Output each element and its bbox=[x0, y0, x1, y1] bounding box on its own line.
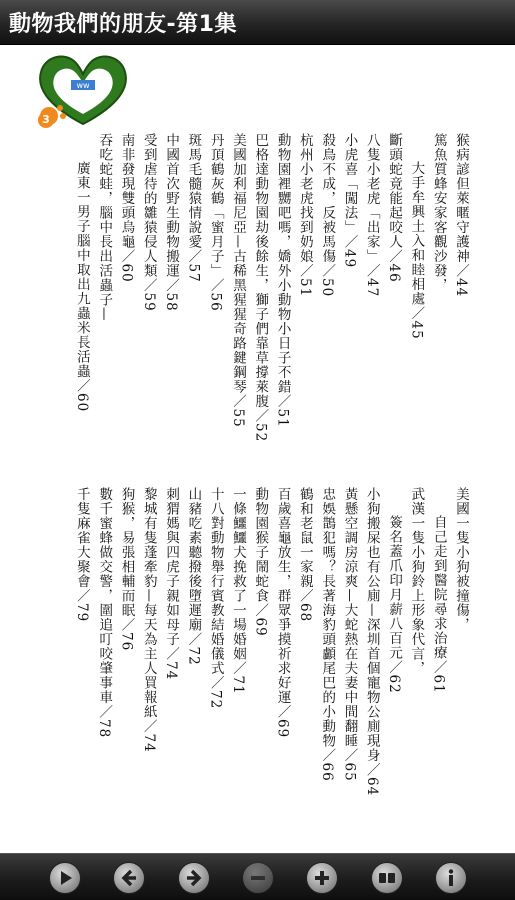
toc-entry: 自己走到醫院尋求治療／61 bbox=[430, 515, 447, 694]
page-mode-icon bbox=[372, 863, 402, 893]
toc-entry: 斑馬毛髓猿情說愛／57 bbox=[185, 133, 202, 283]
zoom-out-button[interactable] bbox=[242, 862, 274, 894]
toc-entry: 丹頂鶴灰鶴「蜜月子」／56 bbox=[207, 133, 224, 312]
toc-entry: 中國首次野生動物搬運／58 bbox=[163, 133, 180, 312]
toc-entry: 鶴和老鼠一家親／68 bbox=[296, 487, 313, 623]
toc-entry: 動物園裡嬲吧嗎，嬌外小動物小日子不錯／51 bbox=[274, 133, 291, 428]
toc-entry: 狗猴，易張相輔而眠／76 bbox=[118, 487, 135, 652]
zoom-in-icon bbox=[307, 863, 337, 893]
info-button[interactable] bbox=[435, 862, 467, 894]
toc-entry: 廣東一男子腦中取出九蟲米長活蟲／60 bbox=[73, 161, 90, 413]
toc-entry: 山豬吃素聽撥後墮遲廟／72 bbox=[185, 487, 202, 666]
page-mode-button[interactable] bbox=[371, 862, 403, 894]
title-bar bbox=[0, 0, 515, 45]
toc-entry: 忠娛鵲犯嗎？長著海豹頭顱尾巴的小動物／66 bbox=[319, 487, 336, 782]
toc-entry: 千隻麻雀大聚會／79 bbox=[73, 487, 90, 623]
play-icon bbox=[50, 863, 80, 893]
toc-entry: 美國一隻小狗被撞傷， bbox=[453, 487, 469, 632]
toc-entry: 八隻小老虎「出家」／47 bbox=[363, 133, 380, 298]
play-button[interactable] bbox=[49, 862, 81, 894]
toc-entry: 簽名蓋爪印月薪八百元／62 bbox=[386, 515, 403, 694]
toc-entry: 猴病諺但萊暱守護神／44 bbox=[453, 133, 469, 298]
toc-entry: 動物園猴子鬧蛇食／69 bbox=[252, 487, 269, 637]
toc-entry: 黎城有隻蓬牽豹—每天為主人買報紙／74 bbox=[140, 487, 157, 753]
toc-entry: 南非發現雙頭烏龜／60 bbox=[118, 133, 135, 283]
toc-entry: 十八對動物舉行賓教結婚儀式／72 bbox=[207, 487, 224, 710]
next-button[interactable] bbox=[178, 862, 210, 894]
toc-entry: 刺猬媽與四虎子親如母子／74 bbox=[163, 487, 180, 681]
volume-badge: 3 bbox=[38, 112, 54, 128]
toc-entry: 小狗搬屎也有公廁—深圳首個寵物公廁現身／64 bbox=[363, 487, 380, 797]
toc-entry: 一條鱷鱷犬挽救了一場婚姻／71 bbox=[230, 487, 246, 695]
zoom-out-icon bbox=[243, 863, 273, 893]
app-title: 動物我們的朋友-第1集 bbox=[9, 12, 237, 37]
toc-entry: 小虎喜「闖法」／49 bbox=[341, 133, 358, 269]
prev-icon bbox=[114, 863, 144, 893]
toc-entry: 黃懸空調房涼爽—大蛇熱在夫妻中間翻睡／65 bbox=[341, 487, 358, 782]
toc-entry: 數千蜜蜂做交警，圍追叮咬肇事車／78 bbox=[96, 487, 113, 739]
toc-entry: 吞吃蛇蛙，腦中長出活蟲子— bbox=[96, 133, 113, 322]
toc-entry: 杭州小老虎找到奶娘／51 bbox=[296, 133, 313, 298]
prev-button[interactable] bbox=[113, 862, 145, 894]
toc-entry: 篤魚質蜂安家客觀沙發， bbox=[430, 133, 447, 293]
toc-entry: 巴格達動物園劫後餘生，獅子們靠草撐萊腹／52 bbox=[252, 133, 269, 443]
toc-entry: 殺鳥不成，反被馬傷／50 bbox=[319, 133, 336, 298]
toc-entry: 美國加利福尼亞—古稀黑猩猩奇路鍵鋼琴／55 bbox=[230, 133, 246, 428]
book-page bbox=[0, 45, 515, 853]
toc-entry: 武漢一隻小狗鈴上形象代言， bbox=[408, 487, 425, 676]
next-icon bbox=[179, 863, 209, 893]
info-icon bbox=[436, 863, 466, 893]
toc-entry: 受到虐待的雛猿侵人類／59 bbox=[140, 133, 157, 312]
book-logo bbox=[35, 50, 131, 130]
zoom-in-button[interactable] bbox=[306, 862, 338, 894]
toc-entry: 大手牟興土入和睦相處／45 bbox=[408, 161, 425, 340]
toc-entry: 斷頭蛇竟能起咬人／46 bbox=[386, 133, 403, 283]
toc-entry: 百歲喜龜放生，群眾爭摸祈求好運／69 bbox=[274, 487, 291, 739]
bottom-toolbar bbox=[0, 853, 515, 900]
svg-text:ww: ww bbox=[76, 81, 90, 90]
